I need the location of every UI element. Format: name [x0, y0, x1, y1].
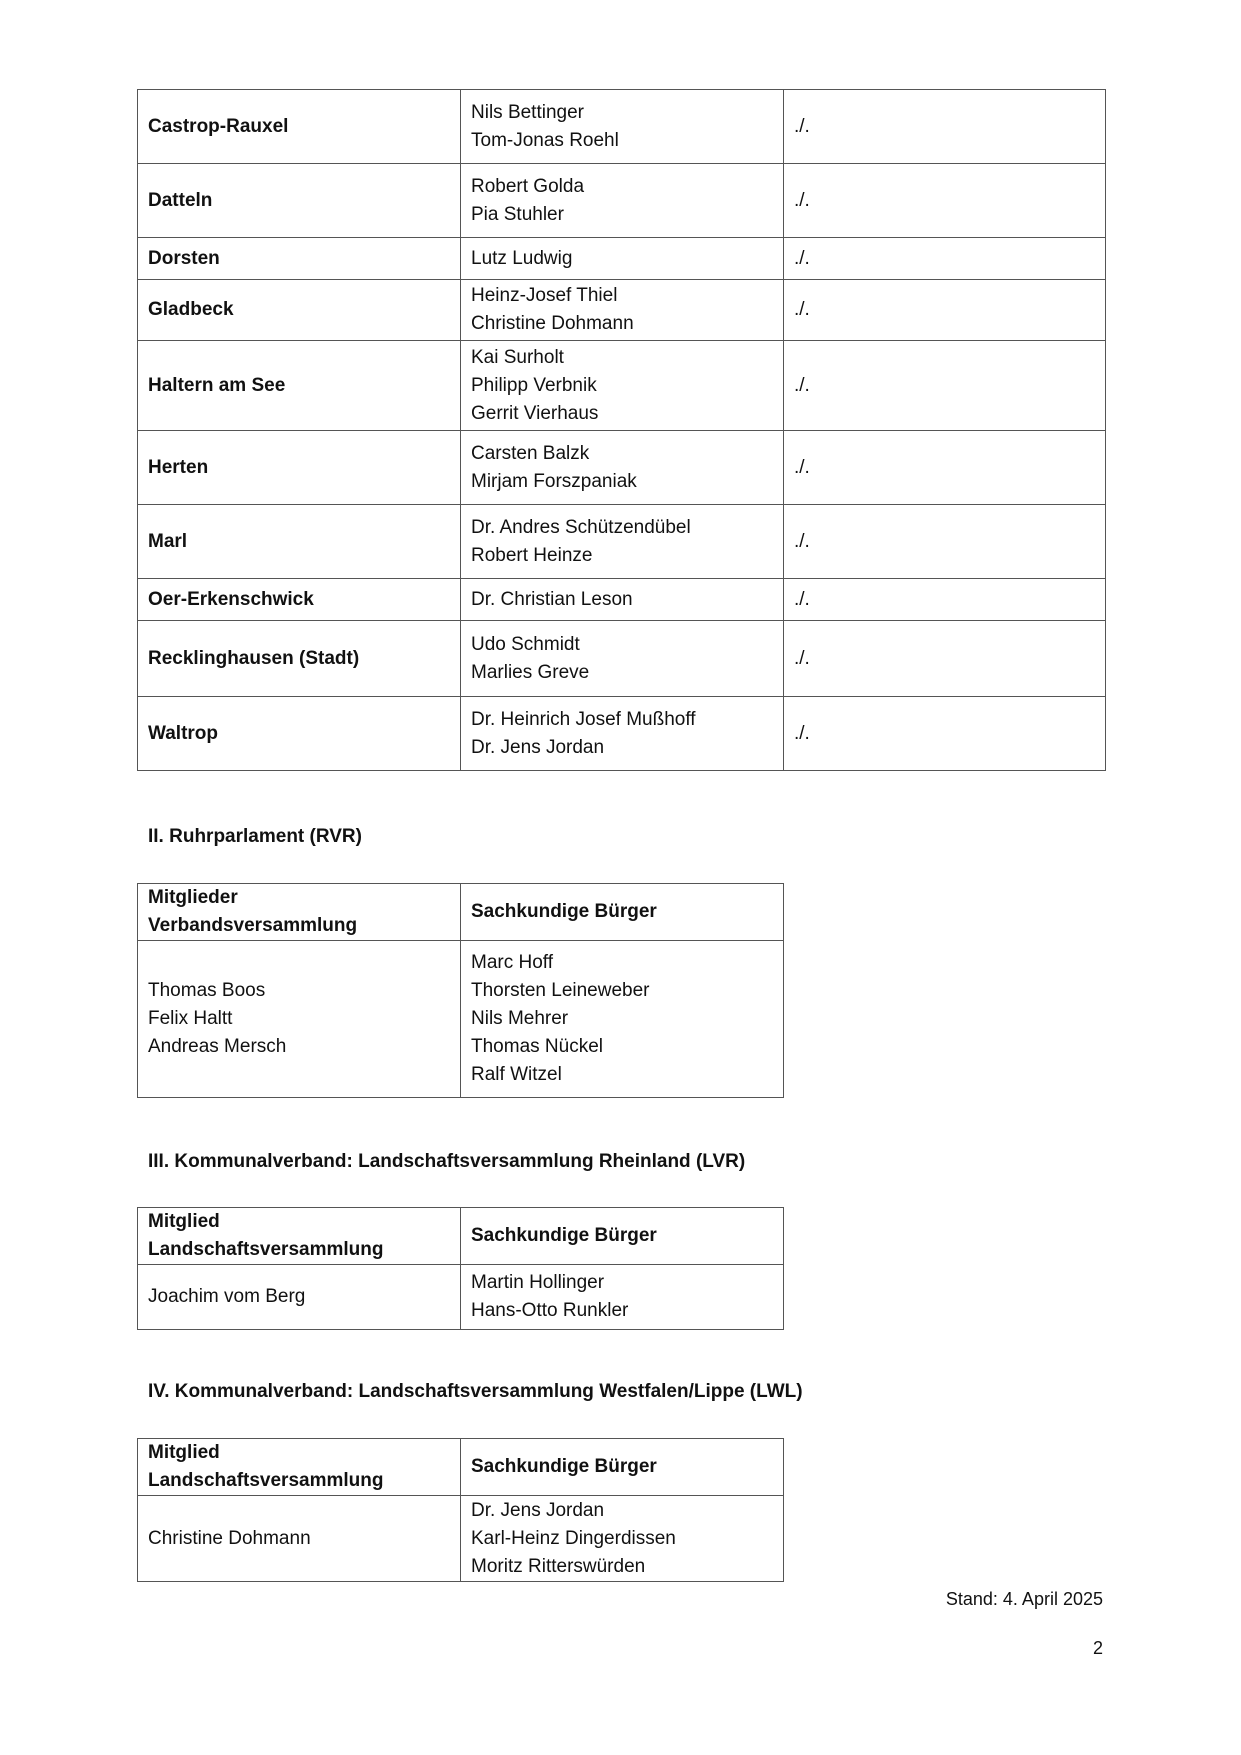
municipality-row — [138, 164, 1106, 238]
municipality-note: ./. — [784, 579, 1106, 621]
section-heading-lvr: III. Kommunalverband: Landschaftsversammlung Rheinland (LVR) — [148, 1151, 746, 1172]
lwl-citizens-cell — [461, 1496, 784, 1582]
page-number: 2 — [1092, 1638, 1103, 1658]
municipality-row — [138, 341, 1106, 431]
stand-date: Stand: 4. April 2025 — [945, 1589, 1103, 1609]
municipality-members — [461, 505, 784, 579]
rvr-col2-header: Sachkundige Bürger — [461, 884, 784, 941]
municipality-name: Datteln — [138, 164, 461, 238]
rvr-citizen: Thomas Nückel — [471, 1036, 603, 1057]
municipality-row — [138, 697, 1106, 771]
municipality-members — [461, 280, 784, 341]
municipality-row — [138, 505, 1106, 579]
municipality-name: Recklinghausen (Stadt) — [138, 621, 461, 697]
municipality-name: Dorsten — [138, 238, 461, 280]
lvr-table — [137, 1207, 784, 1330]
municipality-note: ./. — [784, 90, 1106, 164]
member-name: Christine Dohmann — [471, 313, 634, 334]
section-heading-rvr: II. Ruhrparlament (RVR) — [148, 826, 362, 847]
municipality-name: Oer-Erkenschwick — [138, 579, 461, 621]
municipality-name: Herten — [138, 431, 461, 505]
municipality-row — [138, 579, 1106, 621]
lwl-members-cell — [138, 1496, 461, 1582]
member-name: Dr. Heinrich Josef Mußhoff — [471, 708, 696, 730]
lwl-member: Christine Dohmann — [148, 1527, 311, 1549]
member-name: Lutz Ludwig — [471, 247, 573, 269]
municipality-members — [461, 90, 784, 164]
lwl-citizen: Moritz Ritterswürden — [471, 1555, 646, 1577]
municipality-name: Haltern am See — [138, 341, 461, 431]
member-name: Marlies Greve — [471, 661, 590, 683]
municipality-note: ./. — [784, 164, 1106, 238]
municipality-row — [138, 431, 1106, 505]
municipality-note: ./. — [784, 505, 1106, 579]
member-name: Udo Schmidt — [471, 633, 580, 655]
municipality-row — [138, 280, 1106, 341]
municipality-members — [461, 431, 784, 505]
municipality-members — [461, 621, 784, 697]
municipality-note: ./. — [784, 431, 1106, 505]
lwl-citizen: Karl-Heinz Dingerdissen — [471, 1527, 676, 1549]
lvr-members-cell — [138, 1265, 461, 1330]
lvr-citizen: Hans-Otto Runkler — [471, 1300, 629, 1321]
member-name: Philipp Verbnik — [471, 374, 597, 396]
member-name: Nils Bettinger — [471, 101, 584, 123]
municipality-row — [138, 621, 1106, 697]
lvr-citizens-cell — [461, 1265, 784, 1330]
rvr-citizen: Thorsten Leineweber — [471, 980, 650, 1001]
member-name: Mirjam Forszpaniak — [471, 470, 637, 492]
section-heading-lwl: IV. Kommunalverband: Landschaftsversammlung Westfalen/Lippe (LWL) — [148, 1381, 803, 1402]
municipality-row — [138, 90, 1106, 164]
rvr-citizens-cell — [461, 941, 784, 1098]
municipality-row — [138, 238, 1106, 280]
member-name: Kai Surholt — [471, 346, 564, 368]
member-name: Robert Heinze — [471, 544, 593, 566]
member-name: Carsten Balzk — [471, 442, 590, 464]
member-name: Heinz-Josef Thiel — [471, 285, 618, 306]
municipality-members — [461, 341, 784, 431]
member-name: Dr. Andres Schützendübel — [471, 516, 691, 538]
lwl-table — [137, 1438, 784, 1582]
municipality-members — [461, 697, 784, 771]
member-name: Dr. Christian Leson — [471, 588, 633, 610]
rvr-citizen: Ralf Witzel — [471, 1064, 562, 1085]
lvr-col2-header: Sachkundige Bürger — [461, 1208, 784, 1265]
rvr-members-cell — [138, 941, 461, 1098]
municipality-name: Gladbeck — [138, 280, 461, 341]
member-name: Gerrit Vierhaus — [471, 402, 599, 424]
lwl-col2-header: Sachkundige Bürger — [461, 1439, 784, 1496]
lvr-citizen: Martin Hollinger — [471, 1272, 605, 1293]
municipality-note: ./. — [784, 238, 1106, 280]
municipality-name: Marl — [138, 505, 461, 579]
rvr-member: Felix Haltt — [148, 1008, 233, 1029]
rvr-member: Thomas Boos — [148, 980, 266, 1001]
rvr-citizen: Marc Hoff — [471, 952, 554, 973]
rvr-citizen: Nils Mehrer — [471, 1008, 569, 1029]
municipality-members — [461, 579, 784, 621]
member-name: Dr. Jens Jordan — [471, 736, 605, 758]
municipality-note: ./. — [784, 280, 1106, 341]
municipality-name: Castrop-Rauxel — [138, 90, 461, 164]
rvr-col1-header: Mitglieder Verbandsversammlung — [138, 884, 461, 941]
lwl-col1-header: Mitglied Landschaftsversammlung — [138, 1439, 461, 1496]
lvr-member: Joachim vom Berg — [148, 1286, 306, 1307]
rvr-member: Andreas Mersch — [148, 1036, 287, 1057]
member-name: Tom-Jonas Roehl — [471, 129, 619, 151]
member-name: Pia Stuhler — [471, 203, 564, 225]
municipality-note: ./. — [784, 621, 1106, 697]
municipality-members — [461, 164, 784, 238]
municipality-table — [137, 89, 1106, 771]
municipality-note: ./. — [784, 341, 1106, 431]
member-name: Robert Golda — [471, 175, 585, 197]
municipality-name: Waltrop — [138, 697, 461, 771]
municipality-members — [461, 238, 784, 280]
rvr-table — [137, 883, 784, 1098]
lwl-citizen: Dr. Jens Jordan — [471, 1499, 605, 1521]
municipality-note: ./. — [784, 697, 1106, 771]
lvr-col1-header: Mitglied Landschaftsversammlung — [138, 1208, 461, 1265]
